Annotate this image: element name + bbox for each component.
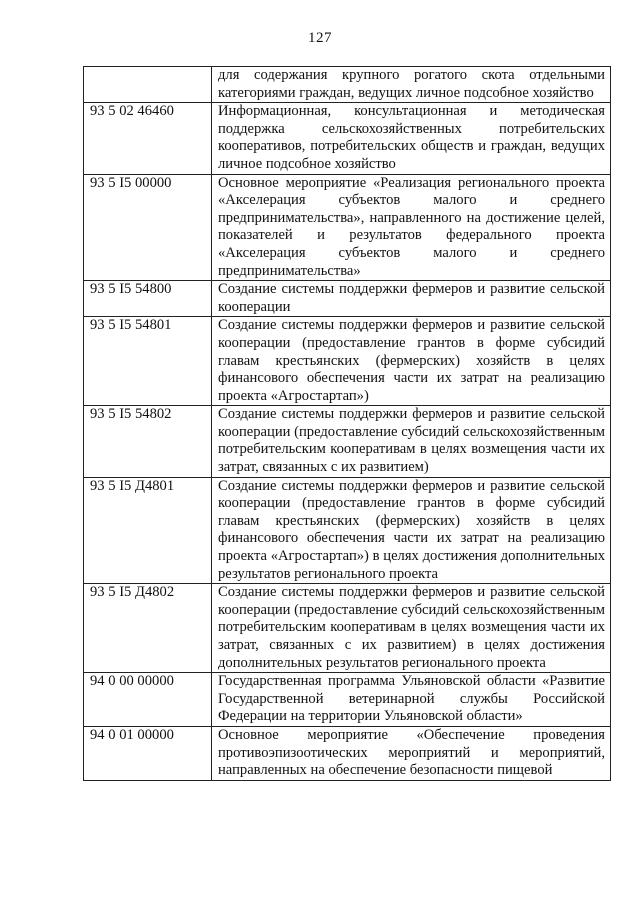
code-cell: 93 5 I5 00000 bbox=[84, 174, 212, 281]
table-row bbox=[84, 406, 611, 477]
code-cell: 94 0 01 00000 bbox=[84, 726, 212, 780]
code-cell bbox=[84, 67, 212, 103]
table-row bbox=[84, 174, 611, 281]
table-row bbox=[84, 673, 611, 727]
code-cell: 93 5 I5 54801 bbox=[84, 317, 212, 406]
description-cell: Основное мероприятие «Реализация регионального проекта «Акселерация субъектов малого и среднего предпринимательства», направленного на достижение целей, показателей и результатов федерального проекта «Акселерация субъектов малого и среднего предпринимательства» bbox=[212, 174, 611, 281]
table-row bbox=[84, 67, 611, 103]
table-row bbox=[84, 317, 611, 406]
budget-classification-table bbox=[83, 66, 611, 781]
page-number: 127 bbox=[308, 30, 332, 46]
table-row bbox=[84, 281, 611, 317]
code-cell: 93 5 I5 54800 bbox=[84, 281, 212, 317]
code-cell: 93 5 I5 54802 bbox=[84, 406, 212, 477]
description-cell: Информационная, консультационная и методическая поддержка сельскохозяйственных потребительских кооперативов, потребительских обществ и граждан, ведущих личное подсобное хозяйство bbox=[212, 103, 611, 174]
code-cell: 93 5 02 46460 bbox=[84, 103, 212, 174]
code-cell: 94 0 00 00000 bbox=[84, 673, 212, 727]
description-cell: Создание системы поддержки фермеров и развитие сельской кооперации (предоставление грантов в форме субсидий главам крестьянских (фермерских) хозяйств в целях финансового обеспечения части их затрат на реализацию проекта «Агростартап») в целях достижения дополнительных результатов регионального проекта bbox=[212, 477, 611, 584]
description-cell: Основное мероприятие «Обеспечение проведения противоэпизоотических мероприятий и мероприятий, направленных на обеспечение безопасности пищевой bbox=[212, 726, 611, 780]
description-cell: Создание системы поддержки фермеров и развитие сельской кооперации bbox=[212, 281, 611, 317]
code-cell: 93 5 I5 Д4801 bbox=[84, 477, 212, 584]
description-cell: для содержания крупного рогатого скота отдельными категориями граждан, ведущих личное подсобное хозяйство bbox=[212, 67, 611, 103]
description-cell: Создание системы поддержки фермеров и развитие сельской кооперации (предоставление грантов в форме субсидий главам крестьянских (фермерских) хозяйств в целях финансового обеспечения части их затрат на реализацию проекта «Агростартап») bbox=[212, 317, 611, 406]
table-row bbox=[84, 584, 611, 673]
table-row bbox=[84, 103, 611, 174]
table-row bbox=[84, 726, 611, 780]
description-cell: Создание системы поддержки фермеров и развитие сельской кооперации (предоставление субсидий сельскохозяйственным потребительским кооперативам в целях возмещения части их затрат, связанных с их развитием) bbox=[212, 406, 611, 477]
description-cell: Государственная программа Ульяновской области «Развитие Государственной ветеринарной службы Российской Федерации на территории Ульяновской области» bbox=[212, 673, 611, 727]
description-cell: Создание системы поддержки фермеров и развитие сельской кооперации (предоставление субсидий сельскохозяйственным потребительским кооперативам в целях возмещения части их затрат, связанных с их развитием) в целях достижения дополнительных результатов регионального проекта bbox=[212, 584, 611, 673]
table-row bbox=[84, 477, 611, 584]
code-cell: 93 5 I5 Д4802 bbox=[84, 584, 212, 673]
